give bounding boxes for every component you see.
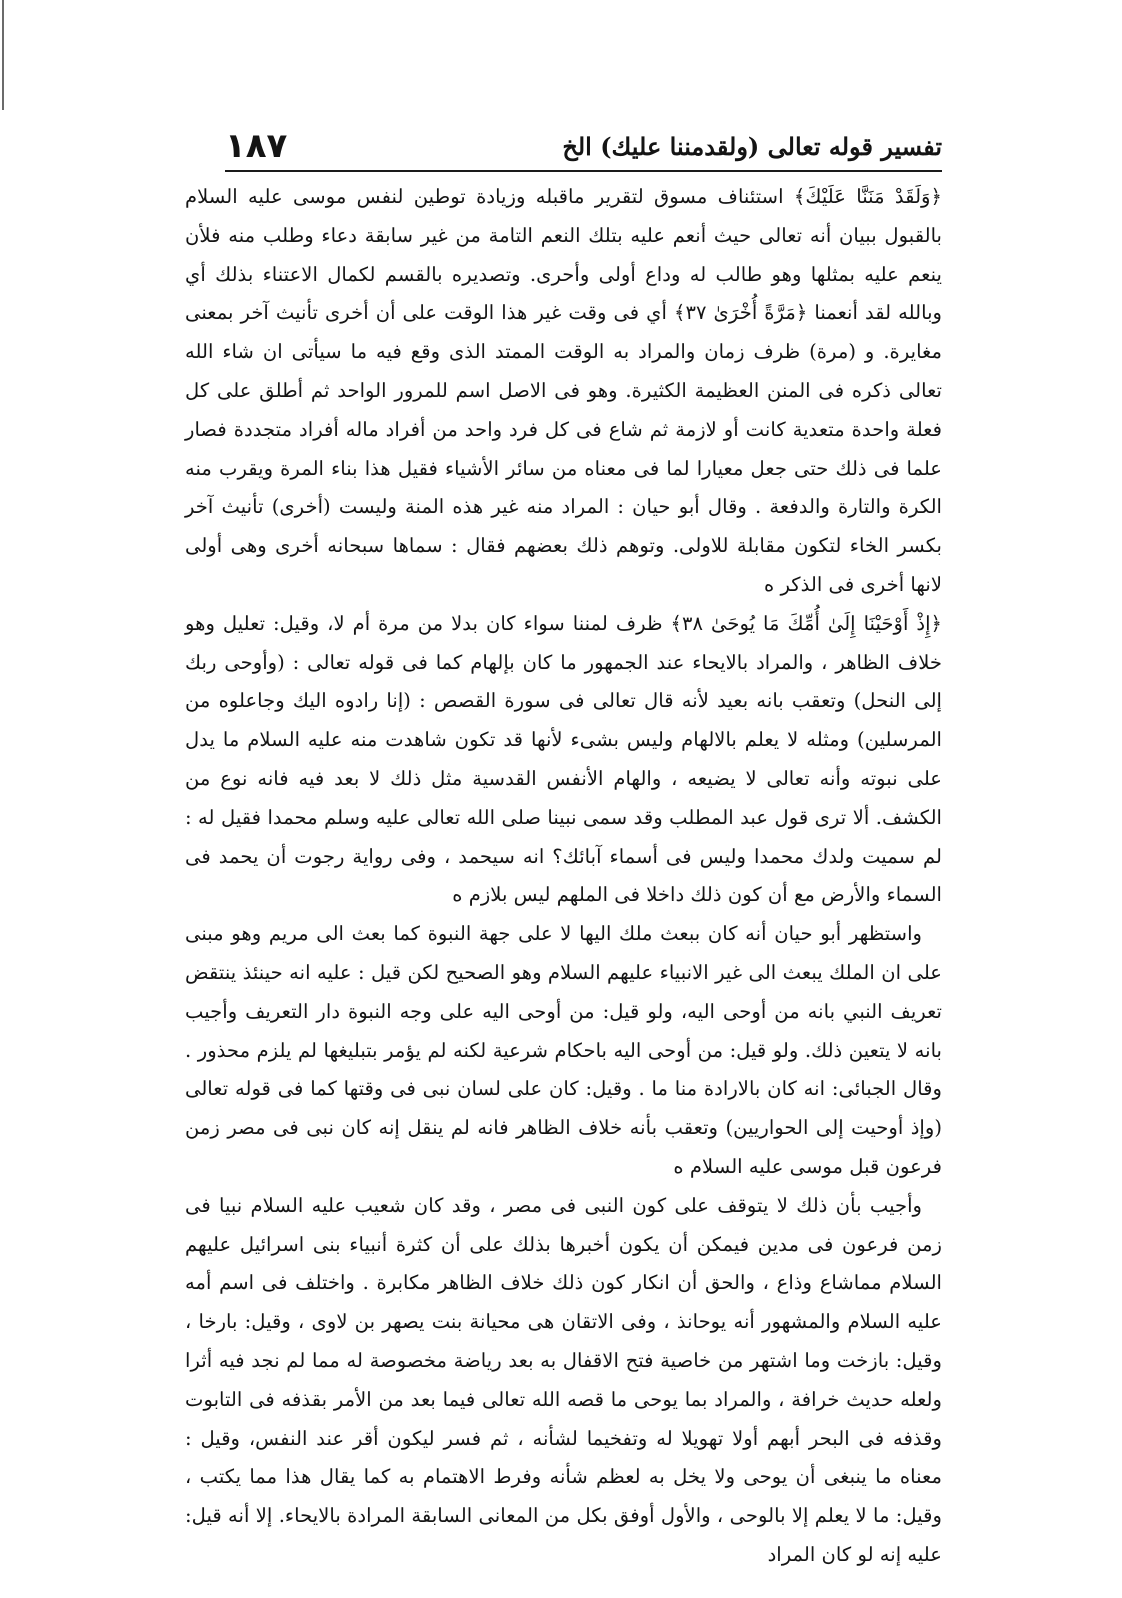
- page-number: ١٨٧: [225, 126, 288, 166]
- page-header: [225, 126, 942, 172]
- paragraph-2: ﴿إِذْ أَوْحَيْنَا إِلَىٰ أُمِّكَ مَا يُوحَىٰ ٣٨﴾ ظرف لمننا سواء كان بدلا من مرة أم لا، وقيل: تعليل وهو خلاف الظاهر ، والمراد بالايحاء عند الجمهور ما كان بإلهام كما فى قوله تعالى : (وأوحى ربك إلى النحل) وتعقب بانه بعيد لأنه قال تعالى فى سورة القصص : (إنا رادوه اليك وجاعلوه من المرسلين) ومثله لا يعلم بالالهام وليس بشىء لأنها قد تكون شاهدت منه عليه السلام ما يدل على نبوته وأنه تعالى لا يضيعه ، والهام الأنفس القدسية مثل ذلك لا بعد فيه فانه نوع من الكشف. ألا ترى قول عبد المطلب وقد سمى نبينا صلى الله تعالى عليه وسلم محمدا فقيل له : لم سميت ولدك محمدا وليس فى أسماء آبائك؟ انه سيحمد ، وفى رواية رجوت أن يحمد فى السماء والأرض مع أن كون ذلك داخلا فى الملهم ليس بلازم ه: [185, 611, 943, 907]
- paragraph-4: وأجيب بأن ذلك لا يتوقف على كون النبى فى مصر ، وقد كان شعيب عليه السلام نبيا فى زمن فرعون فى مدين فيمكن أن يكون أخبرها بذلك على أن كثرة أنبياء بنى اسرائيل عليهم السلام مماشاع وذاع ، والحق أن انكار كون ذلك خلاف الظاهر مكابرة . واختلف فى اسم أمه عليه السلام والمشهور أنه يوحانذ ، وفى الاتقان هى محيانة بنت يصهر بن لاوى ، وقيل: بارخا ، وقيل: بازخت وما اشتهر من خاصية فتح الاقفال به بعد رياضة مخصوصة له مما لم نجد فيه أثرا ولعله حديث خرافة ، والمراد بما يوحى ما قصه الله تعالى فيما بعد من الأمر بقذفه فى التابوت وقذفه فى البحر أبهم أولا تهويلا له وتفخيما لشأنه ، ثم فسر ليكون أقر عند النفس، وقيل : معناه ما ينبغى أن يوحى ولا يخل به لعظم شأنه وفرط الاهتمام به كما يقال هذا مما يكتب ، وقيل: ما لا يعلم إلا بالوحى ، والأول أوفق بكل من المعانى السابقة المرادة بالايحاء. إلا أنه قيل: عليه إنه لو كان المراد: [185, 1193, 942, 1566]
- header-rule: [225, 170, 942, 172]
- page-edge-mark: [2, 0, 4, 110]
- paragraph-3: واستظهر أبو حيان أنه كان ببعث ملك اليها لا على جهة النبوة كما بعث الى مريم وهو مبنى على ان الملك يبعث الى غير الانبياء عليهم السلام وهو الصحيح لكن قيل : عليه انه حينئذ ينتقض تعريف النبي بانه من أوحى اليه، ولو قيل: من أوحى اليه على وجه النبوة دار التعريف وأجيب بانه لا يتعين ذلك. ولو قيل: من أوحى اليه باحكام شرعية لكنه لم يؤمر بتبليغها لم يلزم محذور . وقال الجبائى: انه كان بالارادة منا ما . وقيل: كان على لسان نبى فى وقتها كما فى قوله تعالى (وإذ أوحيت إلى الحواريين) وتعقب بأنه خلاف الظاهر فانه لم ينقل إنه كان نبى فى مصر زمن فرعون قبل موسى عليه السلام ه: [185, 922, 942, 1178]
- body-text: [185, 178, 942, 1575]
- paragraph-1: ﴿وَلَقَدْ مَنَنَّا عَلَيْكَ﴾ استئناف مسوق لتقرير ماقبله وزيادة توطين لنفس موسى عليه السلام بالقبول ببيان أنه تعالى حيث أنعم عليه بتلك النعم التامة من غير سابقة دعاء وطلب منه فلأن ينعم عليه بمثلها وهو طالب له وداع أولى وأحرى. وتصديره بالقسم لكمال الاعتناء بذلك أي وبالله لقد أنعمنا ﴿مَرَّةً أُخْرَىٰ ٣٧﴾ أي فى وقت غير هذا الوقت على أن أخرى تأنيث آخر بمعنى مغايرة. و (مرة) ظرف زمان والمراد به الوقت الممتد الذى وقع فيه ما سيأتى ان شاء الله تعالى ذكره فى المنن العظيمة الكثيرة. وهو فى الاصل اسم للمرور الواحد ثم أطلق على كل فعلة واحدة متعدية كانت أو لازمة ثم شاع فى كل فرد واحد من أفراد ماله أفراد متجددة فصار علما فى ذلك حتى جعل معيارا لما فى معناه من سائر الأشياء فقيل هذا بناء المرة ويقرب منه الكرة والتارة والدفعة . وقال أبو حيان : المراد منه غير هذه المنة وليست (أخرى) تأنيث آخر بكسر الخاء لتكون مقابلة للاولى. وتوهم ذلك بعضهم فقال : سماها سبحانه أخرى وهى أولى لانها أخرى فى الذكر ه: [185, 185, 942, 596]
- running-title: تفسير قوله تعالى (ولقدمننا عليك) الخ: [562, 132, 942, 161]
